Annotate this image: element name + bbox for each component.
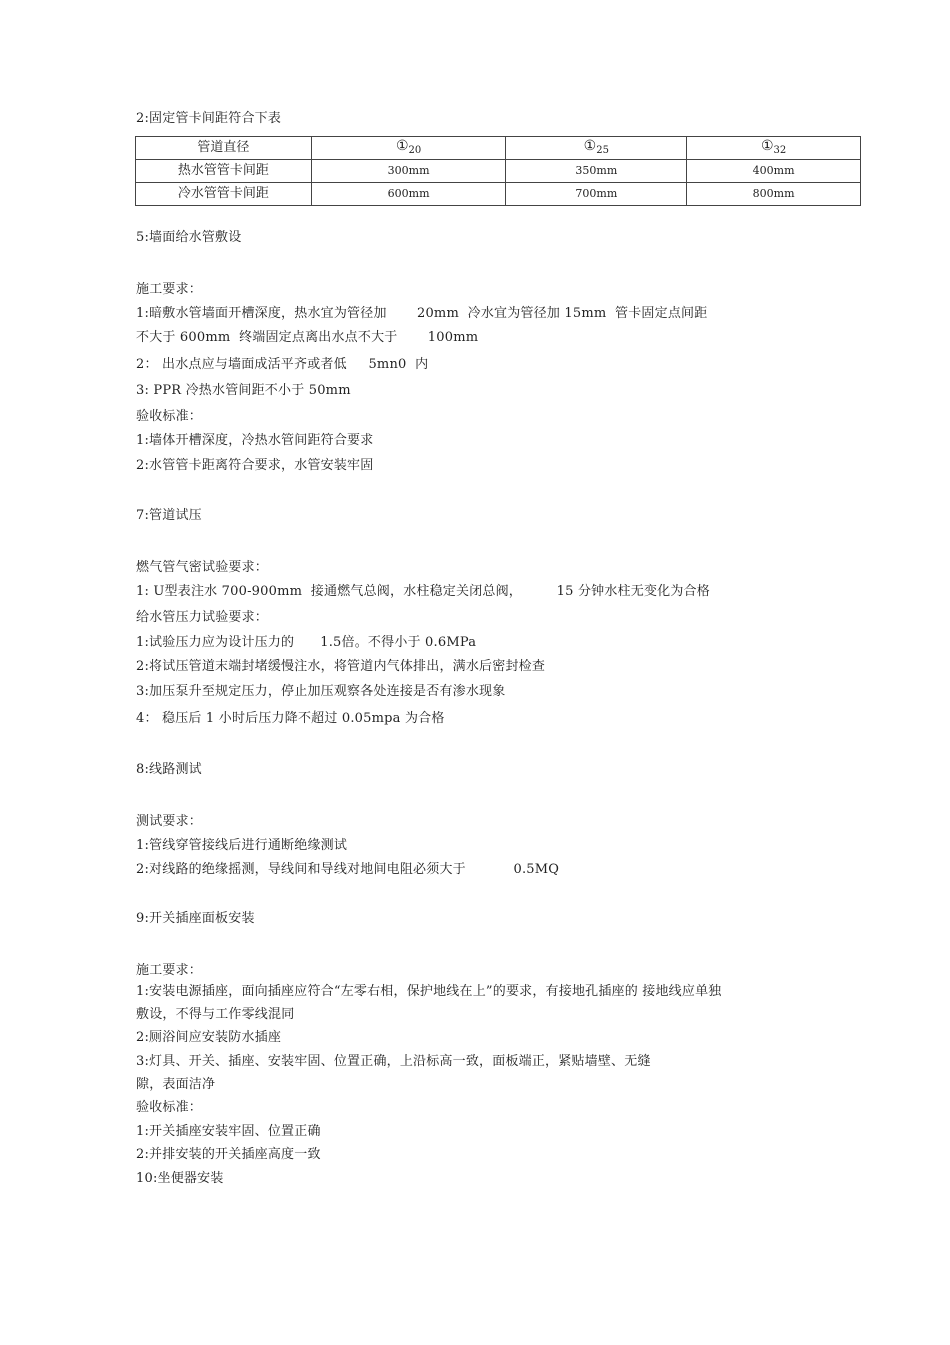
table-cell: 600mm: [311, 183, 506, 206]
table-cell: 800mm: [687, 183, 861, 206]
section-8-title: 8:线路测试: [136, 762, 202, 777]
text-line: 敷设，不得与工作零线混同: [136, 1007, 295, 1022]
text-line: 1:开关插座安装牢固、位置正确: [136, 1124, 321, 1139]
text-line: 测试要求：: [136, 814, 203, 829]
header-d32: $①_{32}$: [687, 137, 861, 160]
text-line: 给水管压力试验要求：: [136, 610, 269, 625]
table-cell: 350mm: [506, 160, 687, 183]
row-label-cold: 冷水管管卡间距: [136, 183, 312, 206]
text-line: 施工要求：: [136, 282, 203, 297]
text-line: 3:加压泵升至规定压力，停止加压观察各处连接是否有渗水现象: [136, 684, 506, 699]
text-line: 3:灯具、开关、插座、安装牢固、位置正确，上沿标高一致，面板端正，紧贴墙壁、无缝: [136, 1054, 651, 1069]
table-cell: 700mm: [506, 183, 687, 206]
text-line: 1:试验压力应为设计压力的 1.5倍。不得小于 0.6MPa: [136, 635, 477, 650]
header-d25: $①_{25}$: [506, 137, 687, 160]
text-line: 2:并排安装的开关插座高度一致: [136, 1147, 321, 1162]
table-header-row: [136, 137, 861, 160]
text-line: 隙，表面洁净: [136, 1077, 216, 1092]
section-9-title: 9:开关插座面板安装: [136, 911, 255, 926]
row-label-hot: 热水管管卡间距: [136, 160, 312, 183]
text-line: 1: U型表注水 700-900mm 接通燃气总阀，水柱稳定关闭总阀， 15 分钟水柱无变化为合格: [136, 584, 710, 599]
text-line: 验收标准：: [136, 1100, 203, 1115]
text-line: 1:墙体开槽深度，冷热水管间距符合要求: [136, 433, 374, 448]
table-cell: 400mm: [687, 160, 861, 183]
text-line: 1:安装电源插座，面向插座应符合“左零右相，保护地线在上”的要求，有接地孔插座的 接地线应单独: [136, 984, 722, 999]
text-line: 2:厕浴间应安装防水插座: [136, 1030, 282, 1045]
text-line: 4： 稳压后 1 小时后压力降不超过 0.05mpa 为合格: [136, 711, 445, 726]
text-line: 施工要求：: [136, 963, 203, 978]
text-line: 验收标准：: [136, 409, 203, 424]
section-10-title: 10:坐便器安装: [136, 1171, 224, 1186]
text-line: 2:水管管卡距离符合要求，水管安装牢固: [136, 458, 374, 473]
pipe-clamp-spacing-table: [135, 136, 861, 206]
text-line: 不大于 600mm 终端固定点离出水点不大于 100mm: [136, 330, 479, 345]
text-line: 1:管线穿管接线后进行通断绝缘测试: [136, 838, 348, 853]
table-cell: 300mm: [311, 160, 506, 183]
text-line: 1:暗敷水管墙面开槽深度，热水宜为管径加 20mm 冷水宜为管径加 15mm 管卡固定点间距: [136, 306, 708, 321]
section-2-title: 2:固定管卡间距符合下表: [136, 111, 282, 126]
text-line: 2:对线路的绝缘摇测，导线间和导线对地间电阻必须大于 0.5MQ: [136, 862, 560, 877]
header-pipe-diameter: 管道直径: [136, 137, 312, 160]
text-line: 2:将试压管道末端封堵缓慢注水，将管道内气体排出，满水后密封检查: [136, 659, 546, 674]
text-line: 2： 出水点应与墙面成活平齐或者低 5mn0 内: [136, 357, 429, 372]
text-line: 燃气管气密试验要求：: [136, 560, 269, 575]
header-d20: $①_{20}$: [311, 137, 506, 160]
text-line: 3: PPR 冷热水管间距不小于 50mm: [136, 383, 351, 398]
table-row: [136, 160, 861, 183]
table-row: [136, 183, 861, 206]
section-5-title: 5:墙面给水管敷设: [136, 230, 242, 245]
section-7-title: 7:管道试压: [136, 508, 202, 523]
